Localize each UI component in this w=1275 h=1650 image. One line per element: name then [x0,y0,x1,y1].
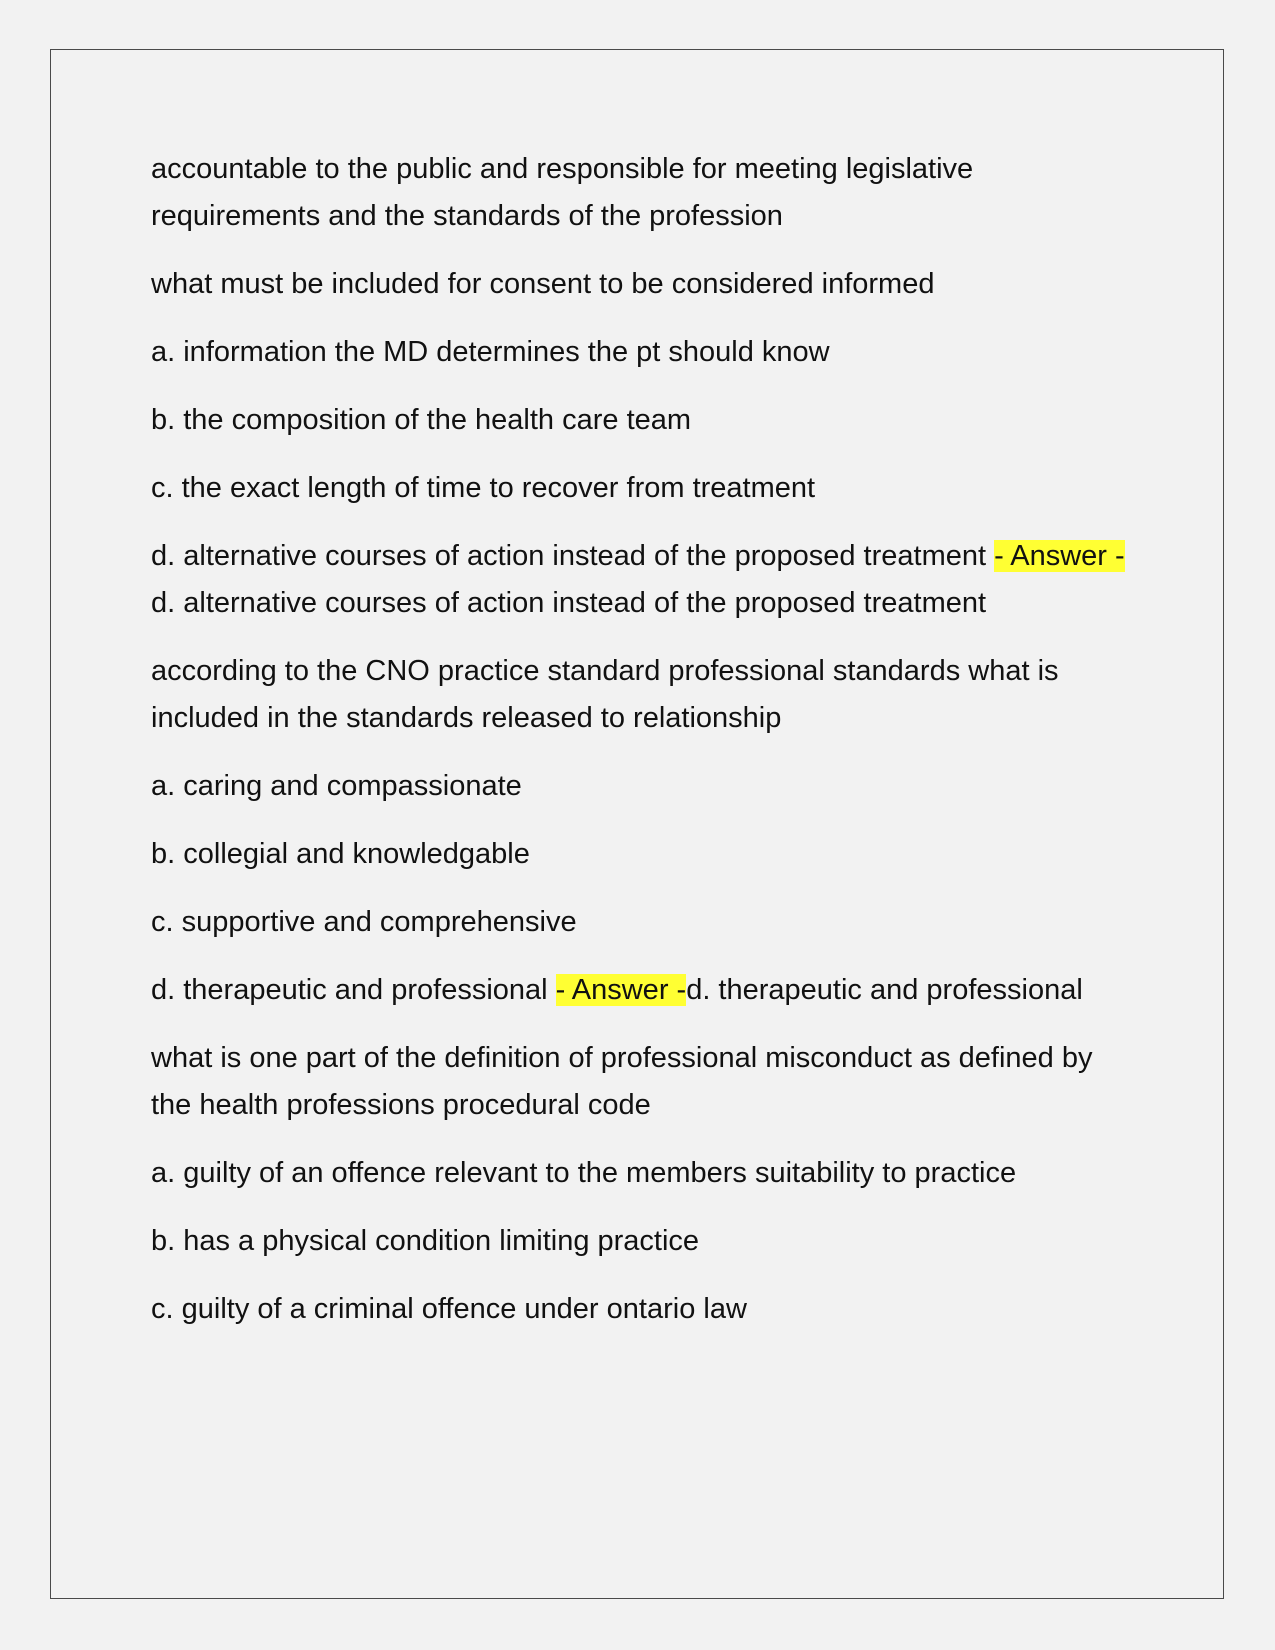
answer-text: d. therapeutic and professional [686,974,1083,1006]
question-cno-standards: according to the CNO practice standard professional standards what is included in the standards released to relationship [151,655,1059,734]
option-b: b. has a physical condition limiting practice [151,1225,700,1257]
answer-highlight: - Answer - [555,974,687,1006]
option-d-text: d. therapeutic and professional [151,974,556,1006]
option-b: b. the composition of the health care team [151,404,692,436]
answer-highlight: - Answer - [994,540,1125,572]
option-b: b. collegial and knowledgable [151,838,530,870]
option-d-with-answer [151,967,1131,1014]
document-body [151,146,1131,1354]
option-c: c. guilty of a criminal offence under ontario law [151,1293,747,1325]
option-a: a. guilty of an offence relevant to the members suitability to practice [151,1157,1017,1189]
option-c: c. the exact length of time to recover from treatment [151,472,816,504]
option-d-with-answer [151,533,1131,627]
option-c: c. supportive and comprehensive [151,906,577,938]
option-a: a. caring and compassionate [151,770,522,802]
paragraph-accountable: accountable to the public and responsible for meeting legislative requirements and the standards of the profession [151,153,974,232]
option-a: a. information the MD determines the pt should know [151,336,830,368]
question-informed-consent: what must be included for consent to be considered informed [151,268,935,300]
option-d-text: d. alternative courses of action instead of the proposed treatment [151,540,995,572]
question-professional-misconduct: what is one part of the definition of professional misconduct as defined by the health professions procedural code [151,1042,1093,1121]
answer-text: d. alternative courses of action instead of the proposed treatment [151,587,987,619]
